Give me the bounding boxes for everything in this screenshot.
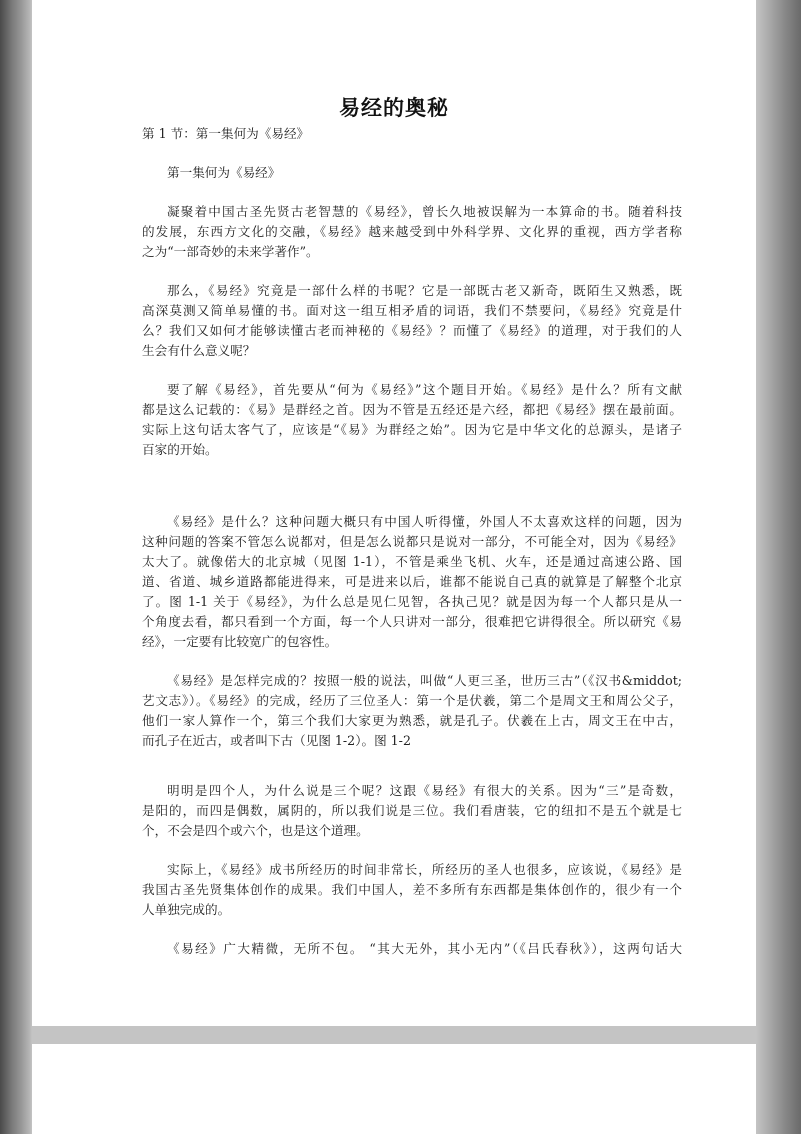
text-line: 之为“一部奇妙的未来学著作”。: [142, 244, 319, 259]
text-line: 艺文志》）。《易经》的完成，经历了三位圣人：第一个是伏羲，第二个是周文王和周公父子，: [142, 693, 682, 708]
text-line: 个，不会是四个或六个，也是这个道理。: [142, 823, 369, 838]
text-line: 百家的开始。: [142, 442, 218, 457]
text-line: 太大了。就像偌大的北京城（见图 1-1），不管是乘坐飞机、火车，还是通过高速公路、国: [142, 554, 682, 569]
text-line: 要了解《易经》，首先要从“何为《易经》”这个题目开始。《易经》是什么？所有文献: [167, 382, 682, 397]
document-page-1: [32, 0, 756, 1026]
text-line: 《易经》是什么？这种问题大概只有中国人听得懂，外国人不太喜欢这样的问题，因为: [167, 514, 682, 529]
text-line: 人单独完成的。: [142, 902, 231, 917]
text-line: 明明是四个人，为什么说是三个呢？这跟《易经》有很大的关系。因为“三”是奇数，: [167, 783, 682, 798]
text-line: 经》，一定要有比较宽广的包容性。: [142, 634, 338, 649]
document-title: 易经的奥秘: [339, 96, 449, 120]
text-line: 实际上这句话太客气了，应该是“《易》为群经之始”。因为它是中华文化的总源头，是诸子: [142, 422, 682, 437]
text-line: 生会有什么意义呢？: [142, 343, 256, 358]
text-line: 的发展，东西方文化的交融，《易经》越来越受到中外科学界、文化界的重视，西方学者称: [142, 224, 682, 239]
text-line: 而孔子在近古，或者叫下古（见图 1-2）。图 1-2: [142, 733, 411, 748]
text-line: 实际上，《易经》成书所经历的时间非常长，所经历的圣人也很多，应该说，《易经》是: [167, 862, 682, 877]
document-page-2: [32, 1044, 756, 1134]
section-heading: 第 1 节：第一集何为《易经》: [142, 126, 310, 141]
text-line: 《易经》广大精微，无所不包。 “其大无外，其小无内”（《吕氏春秋》），这两句话大: [167, 941, 682, 956]
subheading: 第一集何为《易经》: [167, 165, 281, 180]
text-line: 都是这么记载的：《易》是群经之首。因为不管是五经还是六经，都把《易经》摆在最前面。: [142, 402, 682, 417]
text-line: 那么，《易经》究竟是一部什么样的书呢？它是一部既古老又新奇，既陌生又熟悉，既: [167, 283, 682, 298]
text-line: 他们一家人算作一个，第三个我们大家更为熟悉，就是孔子。伏羲在上古，周文王在中古，: [142, 713, 682, 728]
text-line: 《易经》是怎样完成的？按照一般的说法，叫做“人更三圣，世历三古”（《汉书&middot;: [167, 673, 682, 688]
text-line: 了。图 1-1 关于《易经》，为什么总是见仁见智，各执己见？就是因为每一个人都只是从一: [142, 594, 682, 609]
text-line: 是阳的，而四是偶数，属阴的，所以我们说是三位。我们看唐装，它的纽扣不是五个就是七: [142, 803, 682, 818]
text-line: 我国古圣先贤集体创作的成果。我们中国人，差不多所有东西都是集体创作的，很少有一个: [142, 882, 682, 897]
text-line: 高深莫测又简单易懂的书。面对这一组互相矛盾的词语，我们不禁要问，《易经》究竟是什: [142, 303, 682, 318]
text-line: 道、省道、城乡道路都能进得来，可是进来以后，谁都不能说自己真的就算是了解整个北京: [142, 574, 682, 589]
text-line: 个角度去看，都只看到一个方面，每一个人只讲对一部分，很难把它讲得很全。所以研究《易: [142, 614, 682, 629]
text-line: 凝聚着中国古圣先贤古老智慧的《易经》，曾长久地被误解为一本算命的书。随着科技: [167, 204, 682, 219]
text-line: 这种问题的答案不管怎么说都对，但是怎么说都只是说对一部分，不可能全对，因为《易经》: [142, 534, 682, 549]
text-line: 么？我们又如何才能够读懂古老而神秘的《易经》？而懂了《易经》的道理，对于我们的人: [142, 323, 682, 338]
